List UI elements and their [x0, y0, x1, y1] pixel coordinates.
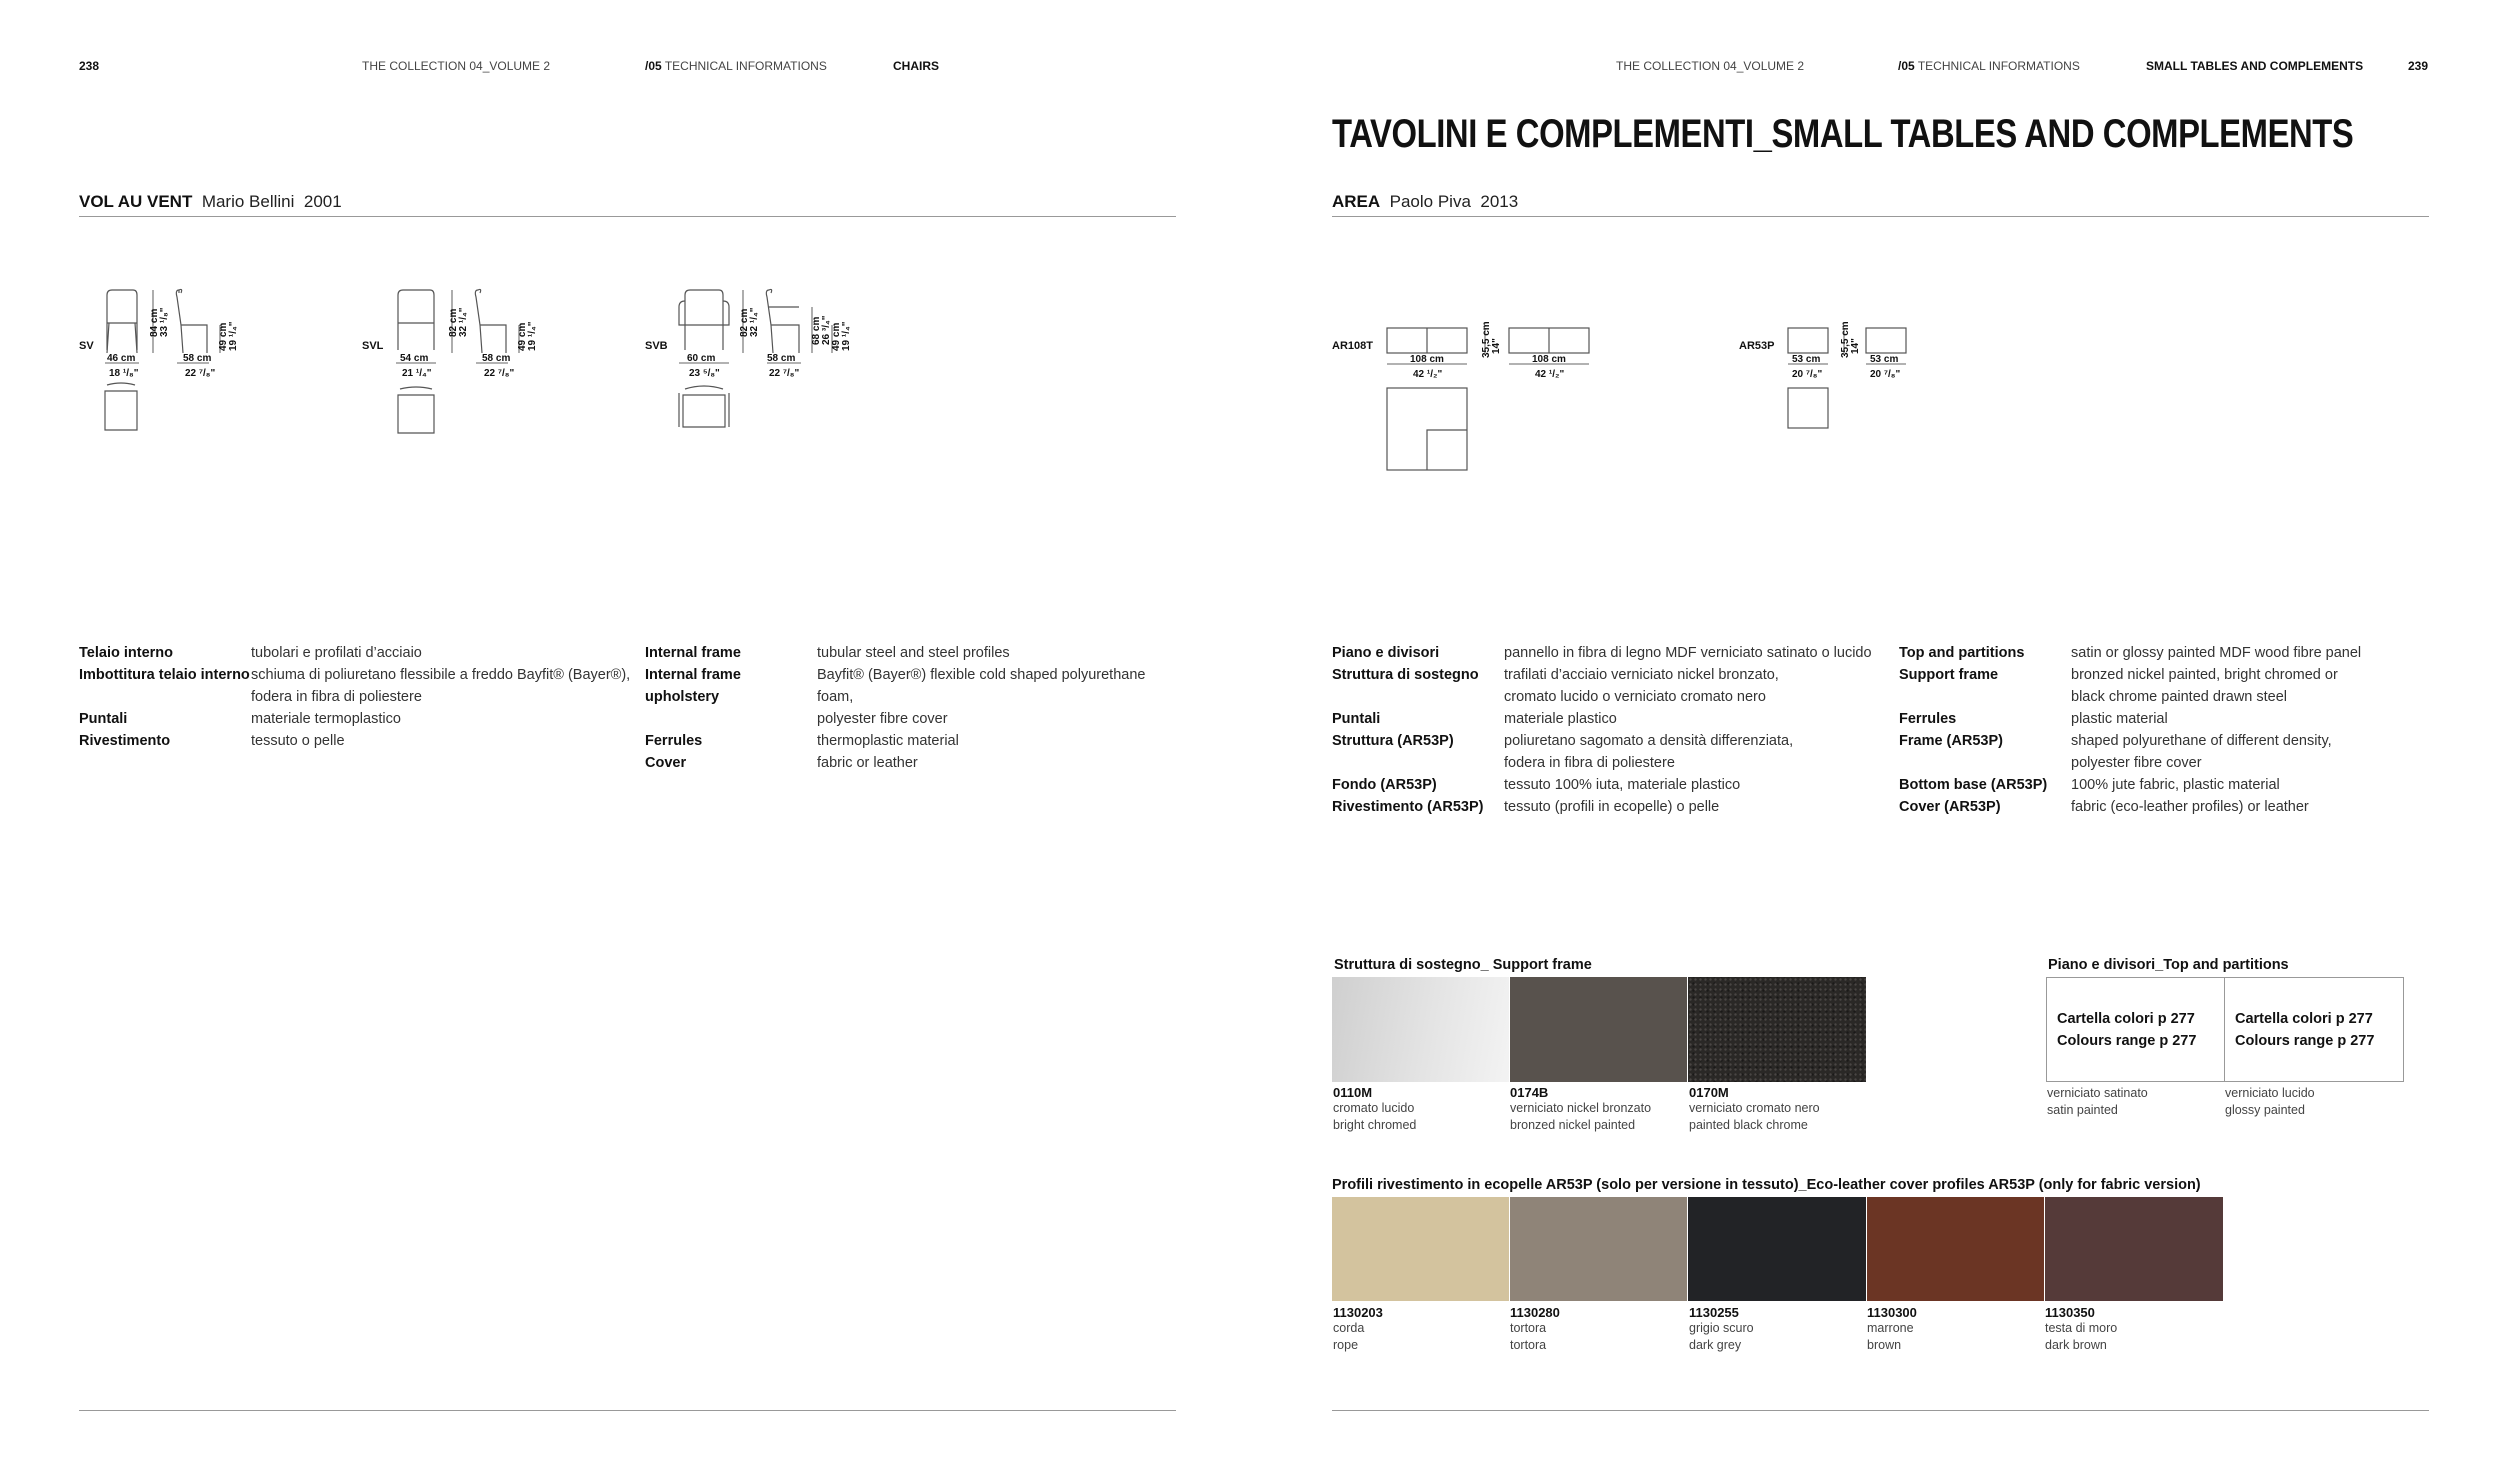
dim-width-cm: 53 cm	[1792, 354, 1821, 365]
spec-row: Ferrules plastic material	[1899, 711, 2168, 727]
spec-row: Struttura (AR53P) poliuretano sagomato a densità differenziata, fodera in fibra di poliestere	[1332, 733, 1794, 771]
product-year: 2013	[1480, 192, 1519, 211]
collection-label-right: THE COLLECTION 04_VOLUME 2	[1616, 59, 1805, 73]
dim-depth-in: 22 ⁷/₈"	[185, 368, 216, 379]
spec-list-left-en	[645, 642, 1185, 774]
chair-code: SVB	[645, 340, 668, 352]
dim-width-in: 23 ⁵/₈"	[689, 368, 720, 379]
spec-row: Rivestimento (AR53P) tessuto (profili in ecopelle) o pelle	[1332, 799, 1720, 815]
footer-divider-right	[1332, 1410, 2429, 1411]
page-number-right: 239	[2408, 59, 2429, 73]
page-title: TAVOLINI E COMPLEMENTI_SMALL TABLES AND COMPLEMENTS	[1332, 112, 2354, 156]
dim-width-in: 20 ⁷/₈"	[1792, 369, 1823, 380]
leather-swatch[interactable]	[1510, 1197, 1687, 1301]
dim-width-cm: 46 cm	[107, 353, 136, 364]
spec-row: Piano e divisori pannello in fibra di legno MDF verniciato satinato o lucido	[1332, 645, 1872, 661]
swatch-label: verniciato lucido glossy painted	[2225, 1086, 2315, 1117]
dim-depth-cm: 53 cm	[1870, 354, 1899, 365]
dim-depth-in: 22 ⁷/₈"	[769, 368, 800, 379]
swatch-label: 1130203 corda rope	[1333, 1305, 1383, 1352]
category-label-right: SMALL TABLES AND COMPLEMENTS	[2146, 59, 2364, 73]
spec-row: Puntali materiale termoplastico	[79, 711, 401, 727]
spec-row: Fondo (AR53P) tessuto 100% iuta, materiale plastico	[1332, 777, 1741, 793]
dim-height-cm: 35,5 cm	[1481, 321, 1492, 358]
chair-code: SVL	[362, 340, 384, 352]
product-designer: Paolo Piva	[1389, 192, 1471, 211]
swatch-label: 1130255 grigio scuro dark grey	[1689, 1305, 1754, 1352]
swatch-label: verniciato satinato satin painted	[2047, 1086, 2148, 1117]
colour-range-box[interactable]: Cartella colori p 277 Colours range p 277	[2046, 977, 2225, 1082]
page-number-left: 238	[79, 59, 100, 73]
table-code: AR53P	[1739, 340, 1775, 352]
leather-swatch[interactable]	[1332, 1197, 1509, 1301]
swatch-label: 0110M cromato lucido bright chromed	[1333, 1085, 1417, 1132]
spec-row: Telaio interno tubolari e profilati d’acciaio	[79, 645, 422, 661]
dim-width-in: 18 ¹/₈"	[109, 368, 139, 379]
dim-width-cm: 54 cm	[400, 353, 429, 364]
spec-row: Puntali materiale plastico	[1332, 711, 1617, 727]
eco-leather-title: Profili rivestimento in ecopelle AR53P (solo per versione in tessuto)_Eco-leather cover profiles AR53P (only for fabric version)	[1332, 1177, 2201, 1193]
finish-swatch[interactable]	[1332, 977, 1509, 1082]
dim-depth-in: 20 ⁷/₈"	[1870, 369, 1901, 380]
dim-arm-height-in: 26 ³/₄"	[821, 315, 832, 345]
table-drawing-ar53p	[1782, 318, 1922, 433]
spec-row: Cover (AR53P) fabric (eco-leather profiles) or leather	[1899, 799, 2309, 815]
dim-arm-height-cm: 68 cm	[811, 316, 822, 345]
dim-seat-height-in: 19 ¹/₄"	[228, 321, 239, 351]
swatch-label: 1130280 tortora tortora	[1510, 1305, 1560, 1352]
product-name: VOL AU VENT	[79, 192, 193, 211]
section-label-left: /05 TECHNICAL INFORMATIONS	[645, 59, 827, 73]
table-code: AR108T	[1332, 340, 1373, 352]
section-label-right: /05 TECHNICAL INFORMATIONS	[1898, 59, 2080, 73]
category-label-left: CHAIRS	[893, 59, 940, 73]
product-heading-left	[79, 192, 342, 212]
spec-row: Internal frame tubular steel and steel profiles	[645, 645, 1010, 661]
divider-right	[1332, 216, 2429, 217]
leather-swatch[interactable]	[1867, 1197, 2044, 1301]
dim-height-in: 33 ¹/₈"	[159, 307, 170, 337]
dim-width-in: 42 ¹/₂"	[1413, 369, 1443, 380]
product-designer: Mario Bellini	[201, 192, 295, 211]
leather-swatch[interactable]	[2045, 1197, 2223, 1301]
dim-height-in: 32 ¹/₄"	[458, 307, 469, 337]
dim-depth-cm: 58 cm	[183, 353, 212, 364]
dim-seat-height-in: 19 ¹/₄"	[841, 321, 852, 351]
finish-swatch[interactable]	[1688, 977, 1866, 1082]
chair-drawing-sv	[95, 285, 275, 435]
leather-swatch[interactable]	[1688, 1197, 1866, 1301]
spec-row: Rivestimento tessuto o pelle	[79, 733, 345, 749]
chair-code: SV	[79, 340, 94, 352]
collection-label-left: THE COLLECTION 04_VOLUME 2	[362, 59, 551, 73]
dim-height-in: 14"	[1850, 338, 1861, 354]
dim-depth-in: 22 ⁷/₈"	[484, 368, 515, 379]
dim-height-cm: 82 cm	[448, 308, 459, 337]
dim-depth-cm: 108 cm	[1532, 354, 1566, 365]
spec-row: Struttura di sostegno trafilati d’acciaio verniciato nickel bronzato, cromato lucido o verniciato cromato nero	[1332, 667, 1779, 705]
spec-row: Imbottitura telaio interno schiuma di poliuretano flessibile a freddo Bayfit® (Bayer®), fodera in fibra di poliestere	[79, 667, 631, 705]
dim-seat-height-cm: 49 cm	[218, 322, 229, 351]
product-year: 2001	[303, 192, 342, 211]
dim-width-in: 21 ¹/₄"	[402, 368, 432, 379]
spec-row: Top and partitions satin or glossy painted MDF wood fibre panel	[1899, 645, 2362, 661]
finish-swatch[interactable]	[1510, 977, 1687, 1082]
chair-drawing-svb	[675, 285, 875, 435]
dim-depth-cm: 58 cm	[767, 353, 796, 364]
dim-height-in: 14"	[1491, 338, 1502, 354]
dim-seat-height-in: 19 ¹/₄"	[527, 321, 538, 351]
divider-left	[79, 216, 1176, 217]
dim-width-cm: 60 cm	[687, 353, 716, 364]
dim-depth-cm: 58 cm	[482, 353, 511, 364]
spec-row: Internal frame upholstery Bayfit® (Bayer®) flexible cold shaped polyurethane foam, polyester fibre cover	[645, 667, 1146, 727]
colour-range-box[interactable]: Cartella colori p 277 Colours range p 277	[2224, 977, 2404, 1082]
swatch-label: 0170M verniciato cromato nero painted black chrome	[1689, 1085, 1820, 1132]
spec-list-right-en	[1899, 642, 2439, 818]
swatch-label: 1130350 testa di moro dark brown	[2045, 1305, 2118, 1352]
dim-height-in: 32 ¹/₄"	[749, 307, 760, 337]
chair-drawing-svl	[388, 285, 568, 435]
top-partitions-title: Piano e divisori_Top and partitions	[2048, 957, 2289, 973]
swatch-label: 0174B verniciato nickel bronzato bronzed nickel painted	[1510, 1085, 1652, 1132]
dim-height-cm: 84 cm	[149, 308, 160, 337]
spec-row: Bottom base (AR53P) 100% jute fabric, plastic material	[1899, 777, 2280, 793]
spec-list-right-it	[1332, 642, 1892, 818]
dim-height-cm: 82 cm	[739, 308, 750, 337]
spec-row: Support frame bronzed nickel painted, bright chromed or black chrome painted drawn steel	[1899, 667, 2338, 705]
dim-depth-in: 42 ¹/₂"	[1535, 369, 1565, 380]
swatch-label: 1130300 marrone brown	[1867, 1305, 1917, 1352]
dim-height-cm: 35,5 cm	[1840, 321, 1851, 358]
dim-seat-height-cm: 49 cm	[831, 322, 842, 351]
spec-row: Ferrules thermoplastic material	[645, 733, 959, 749]
spec-row: Cover fabric or leather	[645, 755, 918, 771]
product-heading-right	[1332, 192, 1518, 212]
support-frame-title: Struttura di sostegno_ Support frame	[1334, 957, 1592, 973]
product-name: AREA	[1332, 192, 1381, 211]
dim-seat-height-cm: 49 cm	[517, 322, 528, 351]
footer-divider-left	[79, 1410, 1176, 1411]
spec-row: Frame (AR53P) shaped polyurethane of different density, polyester fibre cover	[1899, 733, 2332, 771]
dim-width-cm: 108 cm	[1410, 354, 1444, 365]
spec-list-left-it	[79, 642, 639, 752]
table-drawing-ar108t	[1385, 318, 1595, 478]
